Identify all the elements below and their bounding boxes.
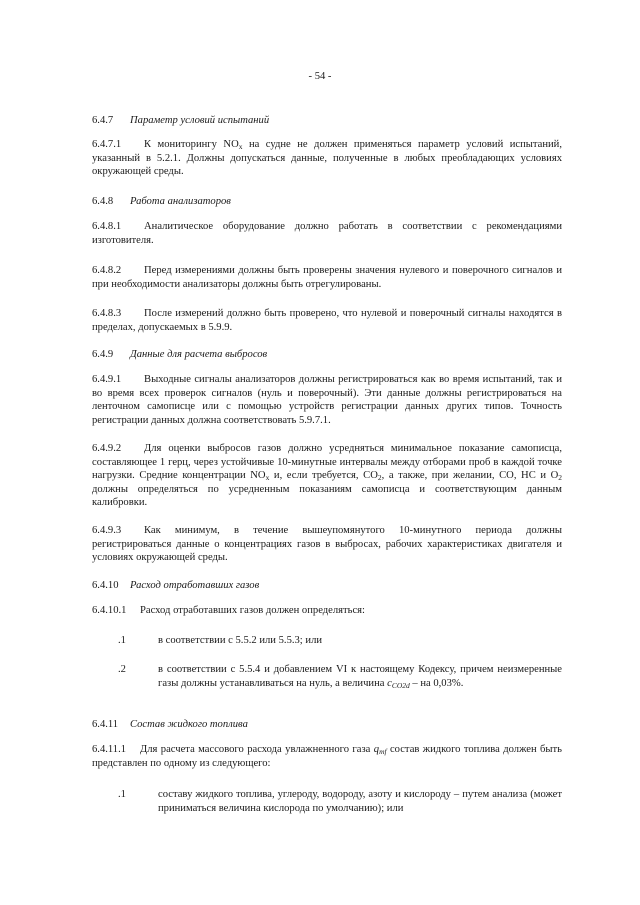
section-heading-6-4-10 — [92, 579, 562, 593]
section-number: 6.4.11 — [92, 719, 119, 730]
paragraph-6-4-10-1: 6.4.10.1 Расход отработавших газов должен определяться: — [92, 605, 365, 616]
paragraph-number: 6.4.10.1 — [92, 605, 127, 616]
paragraph-6-4-9-1: 6.4.9.1 Выходные сигналы анализаторов должны регистрироваться как во время испытаний, так и во время всех проверок сигналов (нуль и поверочный). Эти данные должны регистрироваться на ленточном самописце или с помощью устройств регистрации данных других типов. Точность регистрации данных должна соответствовать 5.9.7.1. — [92, 374, 562, 426]
paragraph-number: 6.4.8.3 — [92, 308, 122, 319]
section-heading-6-4-7 — [92, 114, 562, 128]
section-number: 6.4.8 — [92, 196, 114, 207]
page-number: - 54 - — [308, 71, 332, 82]
section-title: Данные для расчета выбросов — [130, 349, 268, 360]
paragraph-number: 6.4.8.1 — [92, 221, 122, 232]
list-item-text: составу жидкого топлива, углероду, водороду, азоту и кислороду – путем анализа (может приниматься величина кислорода по умолчанию); или — [158, 789, 562, 814]
list-item-text: в соответствии с 5.5.2 или 5.5.3; или — [158, 635, 323, 646]
paragraph-number: 6.4.9.3 — [92, 525, 122, 536]
list-item — [118, 634, 562, 648]
section-title: Работа анализаторов — [130, 196, 231, 207]
paragraph-6-4-8-2: 6.4.8.2 Перед измерениями должны быть проверены значения нулевого и поверочного сигналов и при необходимости анализаторы должны быть отрегулированы. — [92, 265, 562, 290]
section-heading-6-4-8 — [92, 195, 562, 209]
paragraph-number: 6.4.11.1 — [92, 744, 127, 755]
list-item — [118, 663, 562, 690]
paragraph-number: 6.4.8.2 — [92, 265, 122, 276]
list-item — [118, 788, 562, 815]
paragraph-number: 6.4.9.2 — [92, 443, 122, 454]
paragraph-6-4-8-3: 6.4.8.3 После измерений должно быть проверено, что нулевой и поверочный сигналы находятся в пределах, допускаемых в 5.9.9. — [92, 308, 562, 333]
paragraph-6-4-11-1: 6.4.11.1 Для расчета массового расхода увлажненного газа $q_{mf}$ состав жидкого топлива должен быть представлен по одному из следующего: — [92, 744, 563, 769]
section-title: Параметр условий испытаний — [130, 115, 270, 126]
section-heading-6-4-11 — [92, 718, 562, 732]
section-title: Состав жидкого топлива — [130, 719, 248, 730]
section-heading-6-4-9 — [92, 348, 562, 362]
list-item-marker: .2 — [118, 664, 126, 675]
paragraph-6-4-9-2: 6.4.9.2 Для оценки выбросов газов должно усредняться минимальное показание самописца, составляющее 1 герц, через устойчивые 10-минутные интервалы между отборами проб в каждой точке нагрузки. Средние концентрации $NO_x$ и, если требуется, $CO_2$, а также, при желании, CO, HC и $O_2$ должны определяться по усредненным показаниям самописца и соответствующим данным калибровки. — [92, 443, 562, 509]
list-item-text: в соответствии с 5.5.4 и добавлением VI к настоящему Кодексу, причем неизмеренные газы должны устанавливаться на нуль, а величина $c_{CO2d}$ – на 0,03%. — [158, 664, 562, 690]
paragraph-6-4-8-1: 6.4.8.1 Аналитическое оборудование должно работать в соответствии с рекомендациями изготовителя. — [92, 221, 562, 246]
paragraph-number: 6.4.7.1 — [92, 139, 122, 150]
list-item-marker: .1 — [118, 789, 126, 800]
section-title: Расход отработавших газов — [130, 580, 260, 591]
paragraph-6-4-7-1: 6.4.7.1 К мониторингу $NO_x$ на судне не должен применяться параметр условий испытаний, указанный в 5.2.1. Должны допускаться данные, полученные в любых преобладающих условиях окружающей среды. — [92, 139, 562, 178]
paragraph-6-4-9-3: 6.4.9.3 Как минимум, в течение вышеупомянутого 10-минутного периода должны регистрироваться данные о концентрациях газов в выбросах, рабочих характеристиках двигателя и условиях окружающей среды. — [92, 525, 562, 564]
paragraph-number: 6.4.9.1 — [92, 374, 122, 385]
list-item-marker: .1 — [118, 635, 126, 646]
section-number: 6.4.7 — [92, 115, 114, 126]
section-number: 6.4.10 — [92, 580, 119, 591]
section-number: 6.4.9 — [92, 349, 114, 360]
